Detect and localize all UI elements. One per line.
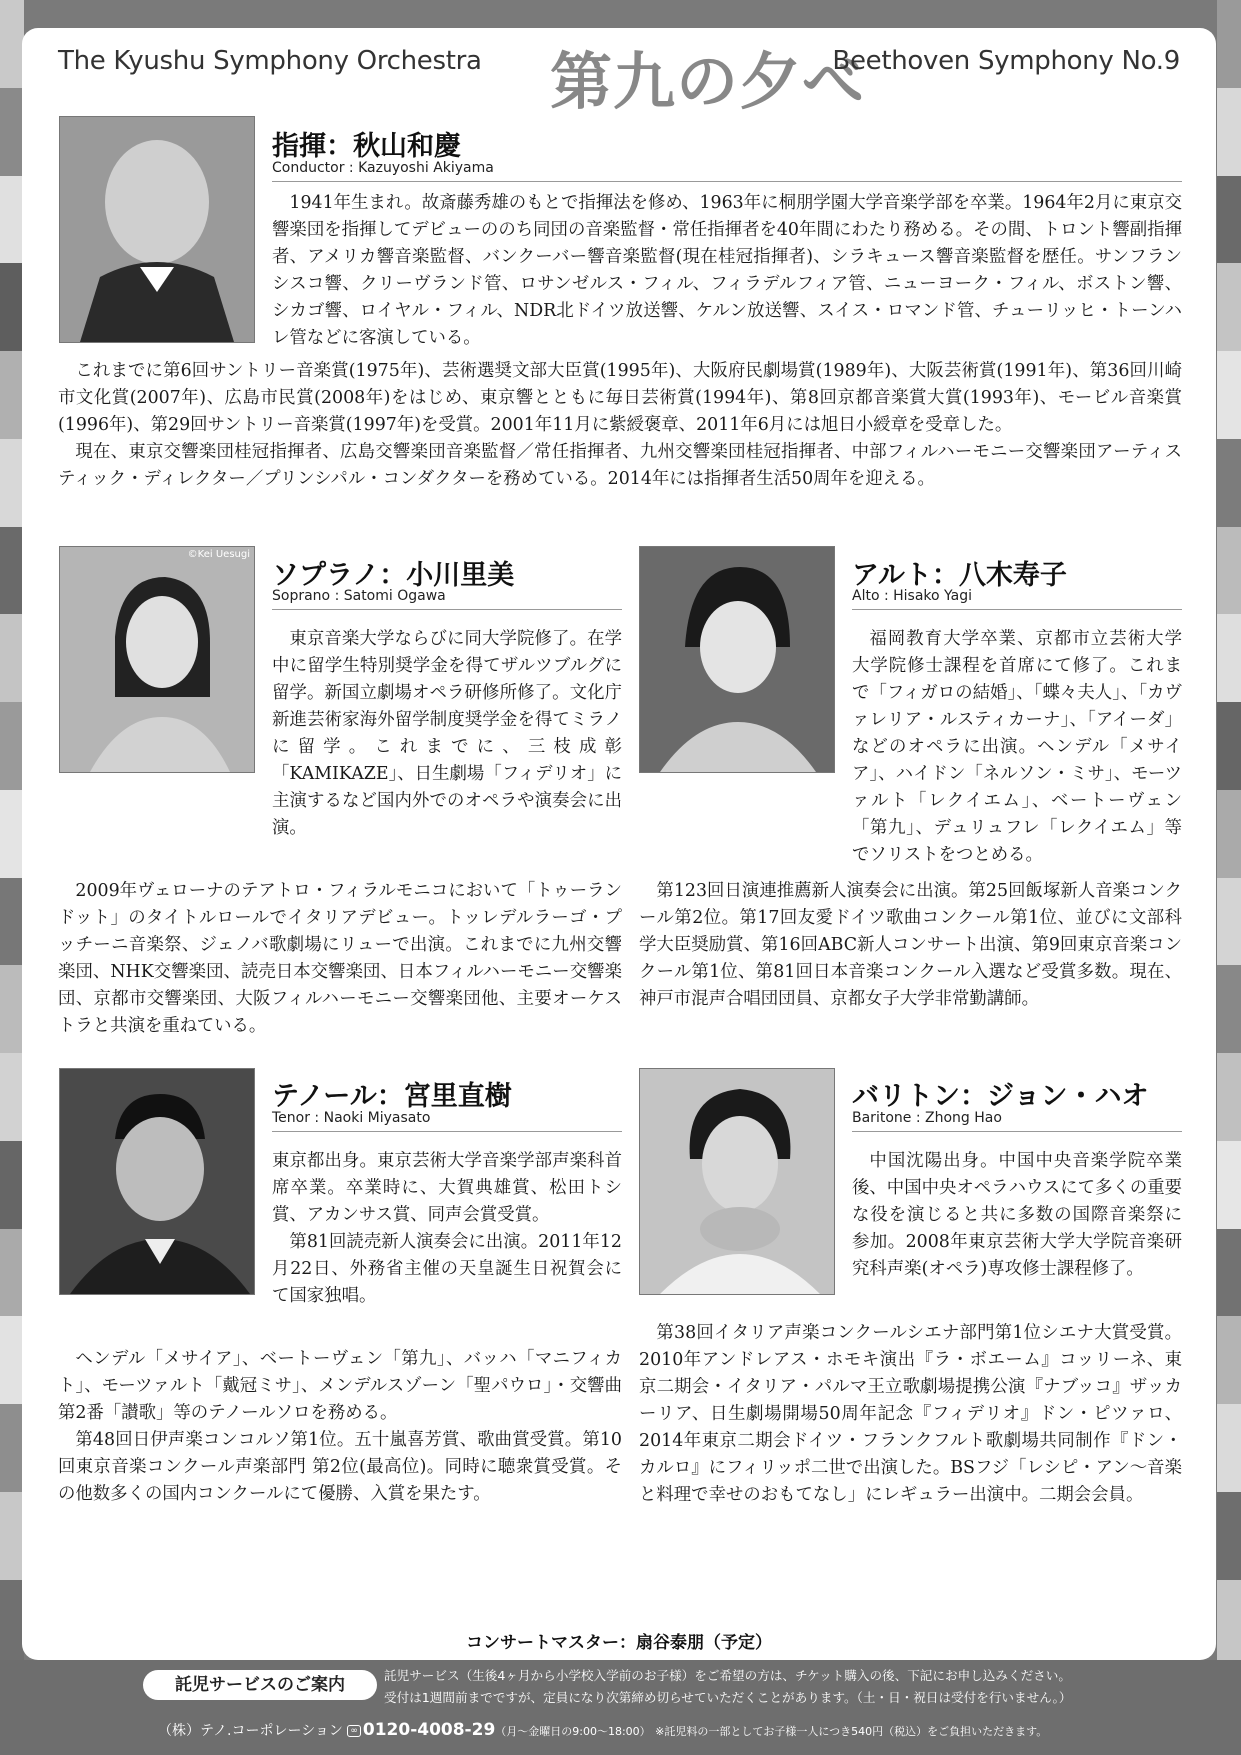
- concertmaster-line: コンサートマスター：扇谷泰朋（予定）: [466, 1633, 772, 1653]
- alto-name-jp: アルト：八木寿子: [852, 560, 1067, 591]
- alto-rule: [852, 609, 1182, 610]
- free-dial-icon: ∞: [347, 1725, 361, 1737]
- alto-photo: [639, 546, 835, 773]
- decorative-stripe-right: [1217, 0, 1241, 1755]
- phone-number: 0120-4008-29: [362, 1720, 496, 1740]
- soprano-rule: [272, 609, 622, 610]
- childcare-line-2: 受付は1週間前までですが、定員になり次第締め切らせていただくことがあります。（土・日・祝日は受付を行いません。）: [384, 1690, 1072, 1705]
- orchestra-name: The Kyushu Symphony Orchestra: [58, 46, 482, 76]
- alto-name-en: Alto : Hisako Yagi: [852, 588, 973, 604]
- alto-bio-1: 福岡教育大学卒業、京都市立芸術大学大学院修士課程を首席にて修了。これまで「フィガロの結婚」、「蝶々夫人」、「カヴァレリア・ルスティカーナ」、「アイーダ」などのオペラに出演。ヘンデル「メサイア」、ハイドン「ネルソン・ミサ」、モーツァルト「レクイエム」、ベートーヴェン「第九」、デュリュフレ「レクイエム」等でソリストをつとめる。: [852, 629, 1182, 865]
- photo-credit: ©Kei Uesugi: [187, 549, 250, 560]
- tenor-photo: [59, 1068, 255, 1295]
- alto-bio-2: 第123回日演連推薦新人演奏会に出演。第25回飯塚新人音楽コンクール第2位。第17回友愛ドイツ歌曲コンクール第1位、並びに文部科学大臣奨励賞、第16回ABC新人コンサート出演、第9回東京音楽コンクール第1位、第81回日本音楽コンクール入選など受賞多数。現在、神戸市混声合唱団団員、京都女子大学非常勤講師。: [639, 881, 1182, 1009]
- concert-title: 第九の夕べ: [550, 45, 866, 118]
- baritone-name-jp: バリトン：ジョン・ハオ: [852, 1081, 1149, 1112]
- soprano-bio-2: 2009年ヴェローナのテアトロ・フィラルモニコにおいて「トゥーランドット」のタイトルロールでイタリアデビュー。トッレデルラーゴ・プッチーニ音楽祭、ジェノバ歌劇場にリューで出演。これまでに九州交響楽団、NHK交響楽団、読売日本交響楽団、日本フィルハーモニー交響楽団、京都市交響楽団、大阪フィルハーモニー交響楽団他、主要オーケストラと共演を重ねている。: [58, 881, 622, 1036]
- tenor-name-jp: テノール：宮里直樹: [272, 1081, 512, 1112]
- conductor-photo: [59, 116, 255, 343]
- conductor-name-en: Conductor : Kazuyoshi Akiyama: [272, 160, 494, 176]
- soprano-bio-1: 東京音楽大学ならびに同大学院修了。在学中に留学生特別奨学金を得てザルツブルグに留学。新国立劇場オペラ研修所修了。文化庁新進芸術家海外留学制度奨学金を得てミラノに留学。これまでに、三枝成彰「KAMIKAZE」、日生劇場「フィデリオ」に主演するなど国内外でのオペラや演奏会に出演。: [272, 629, 622, 838]
- childcare-pill: 託児サービスのご案内: [143, 1670, 377, 1700]
- program-name: Beethoven Symphony No.9: [832, 46, 1180, 76]
- baritone-bio-1: 中国沈陽出身。中国中央音楽学院卒業後、中国中央オペラハウスにて多くの重要な役を演じると共に多数の国際音楽祭に参加。2008年東京芸術大学大学院音楽研究科声楽(オペラ)専攻修士課程修了。: [852, 1151, 1182, 1279]
- baritone-name-en: Baritone : Zhong Hao: [852, 1110, 1002, 1126]
- baritone-bio-2: 第38回イタリア声楽コンクールシエナ部門第1位シエナ大賞受賞。2010年アンドレアス・ホモキ演出『ラ・ボエーム』コッリーネ、東京二期会・イタリア・パルマ王立歌劇場提携公演『ナブッコ』ザッカーリア、日生劇場開場50周年記念『フィデリオ』ドン・ピツァロ、2014年東京二期会ドイツ・フランクフルト歌劇場共同制作『ドン・カルロ』にフィリッポ二世で出演した。BSフジ「レシピ・アン～音楽と料理で幸せのおもてなし」にレギュラー出演中。二期会会員。: [639, 1323, 1182, 1505]
- childcare-line-1: 託児サービス（生後4ヶ月から小学校入学前のお子様）をご希望の方は、チケット購入の後、下記にお申し込みください。: [384, 1668, 1071, 1683]
- soprano-name-en: Soprano : Satomi Ogawa: [272, 588, 446, 604]
- soprano-name-jp: ソプラノ：小川里美: [272, 560, 515, 591]
- conductor-rule: [272, 181, 1182, 182]
- baritone-rule: [852, 1131, 1182, 1132]
- tenor-bio-2: ヘンデル「メサイア」、ベートーヴェン「第九」、バッハ「マニフィカト」、モーツァルト「戴冠ミサ」、メンデルスゾーン「聖パウロ」・交響曲第2番「讃歌」等のテノールソロを務める。 第48回日伊声楽コンコルソ第1位。五十嵐喜芳賞、歌曲賞受賞。第10回東京音楽コンクール声楽部門 第2位(最高位)。同時に聴衆賞受賞。その他数多くの国内コンクールにて優勝、入賞を果たす。: [58, 1349, 622, 1504]
- conductor-name-jp: 指揮：秋山和慶: [272, 131, 461, 162]
- decorative-stripe-left: [0, 0, 24, 1755]
- tenor-name-en: Tenor : Naoki Miyasato: [272, 1110, 431, 1126]
- company-name: （株）テノ.コーポレーション: [158, 1723, 343, 1739]
- phone-hours: （月～金曜日の9:00～18:00）: [495, 1725, 651, 1738]
- content-panel: [22, 28, 1216, 1660]
- childcare-footer: [0, 1660, 1241, 1755]
- fee-note: ※託児料の一部としてお子様一人につき540円（税込）をご負担いただきます。: [655, 1725, 1048, 1738]
- conductor-bio-1: 1941年生まれ。故斎藤秀雄のもとで指揮法を修め、1963年に桐朋学園大学音楽学部を卒業。1964年2月に東京交響楽団を指揮してデビューののち同団の音楽監督・常任指揮者を40年間にわたり務める。その間、トロント響副指揮者、アメリカ響音楽監督、バンクーバー響音楽監督(現在桂冠指揮者)、シラキュース響音楽監督を歴任。サンフランシスコ響、クリーヴランド管、ロサンゼルス・フィル、フィラデルフィア管、ニューヨーク・フィル、ボストン響、シカゴ響、ロイヤル・フィル、NDR北ドイツ放送響、ケルン放送響、スイス・ロマンド管、チューリッヒ・トーンハレ管などに客演している。: [272, 193, 1182, 348]
- childcare-contact: [158, 1720, 1047, 1740]
- soprano-photo: [59, 546, 255, 773]
- tenor-rule: [272, 1131, 622, 1132]
- conductor-bio-2: これまでに第6回サントリー音楽賞(1975年)、芸術選奨文部大臣賞(1995年)、大阪府民劇場賞(1989年)、大阪芸術賞(1991年)、第36回川崎市文化賞(2007年)、広島市民賞(2008年)をはじめ、東京響とともに毎日芸術賞(1994年)、第8回京都音楽賞大賞(1993年)、モービル音楽賞(1996年)、第29回サントリー音楽賞(1997年)を受賞。2001年11月に紫綬褒章、2011年6月には旭日小綬章を受章した。 現在、東京交響楽団桂冠指揮者、広島交響楽団音楽監督／常任指揮者、九州交響楽団桂冠指揮者、中部フィルハーモニー交響楽団アーティスティック・ディレクター／プリンシパル・コンダクターを務めている。2014年には指揮者生活50周年を迎える。: [58, 361, 1182, 489]
- tenor-bio-1: 東京都出身。東京芸術大学音楽学部声楽科首席卒業。卒業時に、大賀典雄賞、松田トシ賞、アカンサス賞、同声会賞受賞。 第81回読売新人演奏会に出演。2011年12月22日、外務省主催の天皇誕生日祝賀会にて国家独唱。: [272, 1151, 622, 1306]
- baritone-photo: [639, 1068, 835, 1295]
